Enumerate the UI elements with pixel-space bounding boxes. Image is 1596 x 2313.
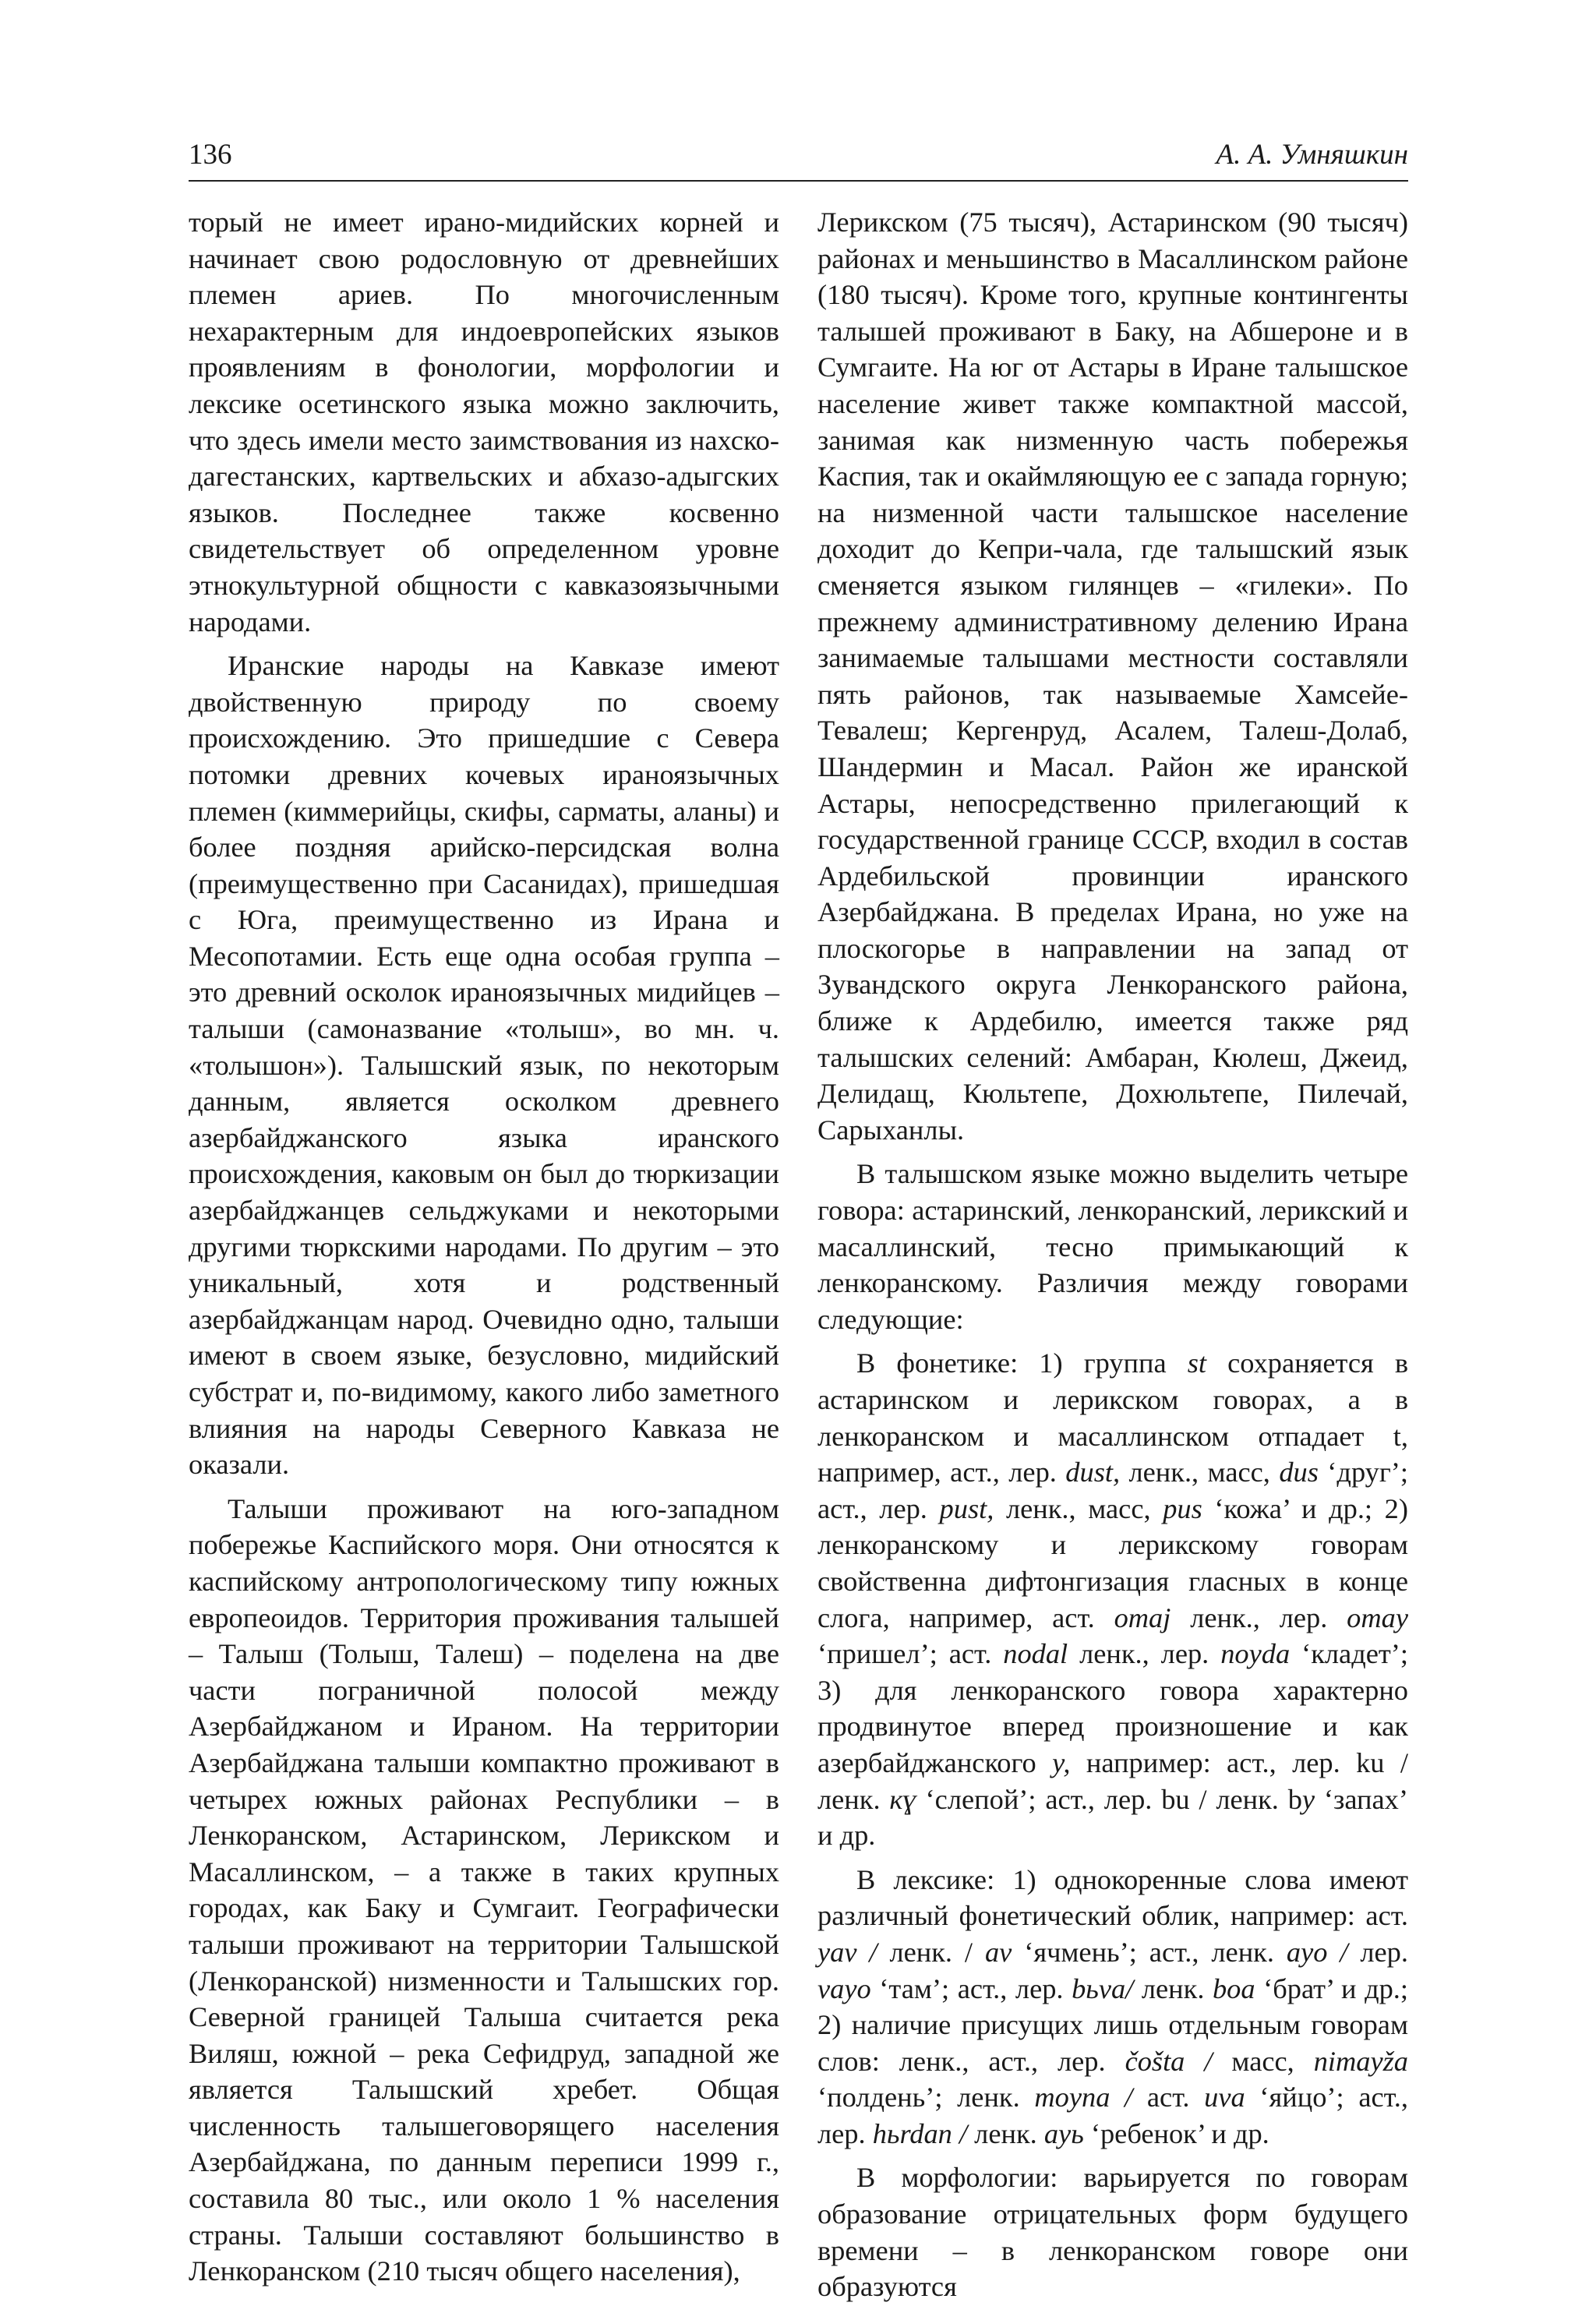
paragraph: Иранские народы на Кавказе имеют двойственную природу по своему происхождению. Это пришедшие с Севера потомки древних кочевых ираноязычных племен (киммерийцы, скифы, сарматы, аланы) и более поздняя арийско-персидская волна (преимущественно при Сасанидах), пришедшая с Юга, преимущественно из Ирана и Месопотамии. Есть еще одна особая группа – это древний осколок ираноязычных мидийцев – талыши (самоназвание «толыш», во мн. ч. «толышон»). Талышский язык, по некоторым данным, является осколком древнего азербайджанского языка иранского происхождения, каковым он был до тюркизации азербайджанцев сельджуками и некоторыми другими тюркскими народами. По другим – это уникальный, хотя и родственный азербайджанцам народ. Очевидно одно, талыши имеют в своем языке, безусловно, мидийский субстрат и, по-видимому, какого либо заметного влияния на народы Северного Кавказа не оказали. [189,650,779,1481]
example-word: hьrdan / [872,2117,968,2149]
example-word: nodal [1003,1638,1068,1670]
text-run: ‘друг’; аст., лер. [817,1457,1409,1524]
example-word: кɣ [889,1783,916,1815]
example-word: dus [1279,1457,1319,1488]
example-word: у [1301,1783,1315,1815]
example-word: у, [1052,1746,1071,1778]
text-run: ленк., лер. [1171,1601,1347,1633]
text-run: ленк., масс, [1120,1457,1280,1488]
text-run: ленк., масс, [994,1492,1163,1524]
text-run: лер. [1347,1936,1408,1968]
text-run: ‘кладет’; 3) для ленкоранского говора характерно продвинутое вперед произношение и как азербайджанского [817,1638,1408,1778]
page-header [189,136,1408,182]
text-run: ленк. / [877,1936,985,1968]
example-word: st [1187,1347,1207,1379]
right-column [817,204,1408,2313]
example-word: omay [1347,1601,1408,1633]
page-number: 136 [189,139,232,171]
text-run: ‘брат’ и др.; 2) наличие присущих лишь отдельным говорам слов: ленк., аст., лер. [817,1972,1408,2077]
example-word: uva [1204,2082,1245,2113]
paragraph-lexicon [817,1862,1408,2152]
paragraph: В талышском языке можно выделить четыре говора: астаринский, ленкоранский, лерикский и масаллинский, тесно примыкающий к ленкоранскому. Различия между говорами следующие: [817,1158,1408,1335]
paragraph-phonetics [817,1345,1408,1853]
left-column [189,204,779,2297]
text-run: например: аст., лер. ku / ленк. [817,1746,1408,1815]
example-word: čošta / [1125,2045,1213,2077]
text-run: ‘кожа’ и др.; 2) ленкоранскому и лерикскому говорам свойственна дифтонгизация гласных в конце слога, например, аст. [817,1492,1408,1633]
text-run: ленк. [1133,1972,1213,2004]
text-run: ‘полдень’; ленк. [817,2082,1035,2113]
paragraph-morphology: В морфологии: варьируется по говорам образование отрицательных форм будущего времени – в ленкоранском говоре они образуются [817,2162,1408,2303]
paragraph: торый не имеет ирано-мидийских корней и начинает свою родословную от древнейших племен ариев. По многочисленным нехарактерным для индоевропейских языков проявлениям в фонологии, морфологии и лексике осетинского языка можно заключить, что здесь имели место заимствования из нахско-дагестанских, картвельских и абхазо-адыгских языков. Последнее также косвенно свидетельствует об определенном уровне этнокультурной общности с кавказоязычными народами. [189,207,779,637]
example-word: boa [1212,1972,1255,2004]
example-word: av [984,1936,1012,1968]
text-run: масс, [1212,2045,1314,2077]
text-run: ‘там’; аст., лер. [870,1972,1072,2004]
text-run: ‘запах’ и др. [817,1783,1408,1852]
text-run: ‘яйцо’; аст., лер. [817,2082,1408,2149]
example-word: noyda [1220,1638,1291,1670]
paragraph: Лерикском (75 тысяч), Астаринском (90 тысяч) районах и меньшинство в Масаллинском районе (180 тысяч). Кроме того, крупные контингенты талышей проживают в Баку, на Абшероне и в Сумгаите. На юг от Астары в Иране талышское население живет также компактной массой, занимая как низменную часть побережья Каспия, так и окаймляющую ее с запада горную; на низменной части талышское население доходит до Кепри-чала, где талышский язык сменяется языком гилянцев – «гилеки». По прежнему административному делению Ирана занимаемые талышами местности составляли пять районов, так называемые Хамсейе-Тевалеш; Кергенруд, Асалем, Талеш-Долаб, Шандермин и Масал. Район же иранской Астары, непосредственно прилегающий к государственной границе СССР, входил в состав Ардебильской провинции иранского Азербайджана. В пределах Ирана, но уже на плоскогорье в направлении на запад от Зувандского округа Ленкоранского района, ближе к Ардебилю, имеется также ряд талышских селений: Амбаран, Кюлеш, Джеид, Делидащ, Кюльтепе, Дохюльтепе, Пилечай, Сарыханлы. [817,207,1408,1146]
paragraph: Талыши проживают на юго-западном побережье Каспийского моря. Они относятся к каспийскому антропологическому типу южных европеоидов. Территория проживания талышей – Талыш (Толыш, Талеш) – поделена на две части пограничной полосой между Азербайджаном и Ираном. На территории Азербайджана талыши компактно проживают в четырех южных районах Республики – в Ленкоранском, Астаринском, Лерикском и Масаллинском, – а также в таких крупных городах, как Баку и Сумгаит. Географически талыши проживают на территории Талышской (Ленкоранской) низменности и Талышских гор. Северной границей Талыша считается река Виляш, южной – река Сефидруд, западной же является Талышский хребет. Общая численность талышеговорящего населения Азербайджана, по данным переписи 1999 г., составила 80 тыс., или около 1 % населения страны. Талыши составляют большинство в Ленкоранском (210 тысяч общего населения), [189,1492,779,2287]
example-word: nіmayža [1313,2045,1408,2077]
text-run: ‘пришел’; аст. [817,1638,1004,1670]
text-run: аст. [1132,2082,1205,2113]
example-word: dust, [1065,1457,1121,1488]
example-word: yav / [817,1936,877,1968]
text-run: ленк. [967,2117,1044,2149]
running-head-author: А. А. Умняшкин [1216,139,1408,171]
text-run: сохраняется в астаринском и лерикском говорах, а в ленкоранском и масаллинском отпадает t, например, аст., лер. [817,1347,1409,1488]
example-word: pust, [939,1492,994,1524]
text-run: В лексике: 1) однокоренные слова имеют различный фонетический облик, например: аст. [817,1863,1408,1932]
example-word: ayo / [1286,1936,1348,1968]
text-run: ‘слепой’; аст., лер. bu / ленк. b [916,1783,1302,1815]
example-word: omaj [1114,1601,1171,1633]
example-word: pus [1163,1492,1202,1524]
example-word: bьva/ [1072,1972,1134,2004]
text-run: ленк., лер. [1068,1638,1221,1670]
example-word: vayo [817,1972,871,2004]
text-run: ‘ребенок’ и др. [1083,2117,1269,2149]
example-word: ayь [1043,2117,1084,2149]
example-word: moyna / [1034,2082,1133,2113]
text-run: В фонетике: 1) группа [856,1347,1188,1379]
text-run: ‘ячмень’; аст., ленк. [1012,1936,1287,1968]
